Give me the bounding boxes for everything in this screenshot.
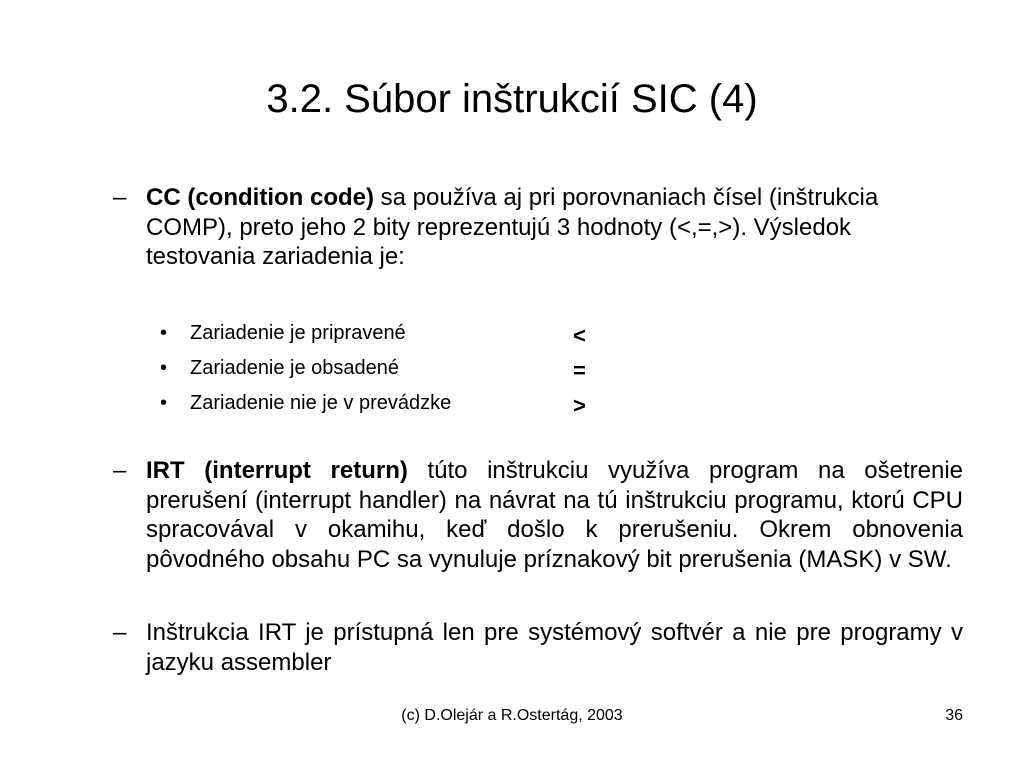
cc-description: sa používa aj pri porovnaniach čísel (inštrukcia COMP), preto jeho 2 bity reprezentujú 3 hodnoty (<,=,>). Výsledok testovania zariadenia je: <box>146 184 879 270</box>
irt-access-bullet <box>113 618 963 677</box>
irt-description: túto inštrukciu využíva program na ošetrenie prerušení (interrupt handler) na návrat na tú inštrukciu programu, ktorú CPU spracovával v okamihu, keď došlo k prerušeniu. Okrem obnovenia pôvodného obsahu PC sa vynuluje príznakový bit prerušenia (MASK) v SW. <box>146 457 963 573</box>
bullet-dot: • <box>160 357 168 379</box>
cc-bullet <box>113 183 963 272</box>
irt-term: IRT (interrupt return) <box>146 457 408 484</box>
list-item <box>160 318 620 353</box>
bullet-dot: • <box>160 322 168 344</box>
cc-term: CC (condition code) <box>146 184 374 211</box>
list-item <box>160 388 620 423</box>
device-state-value: > <box>573 393 586 418</box>
device-state-list <box>160 318 620 423</box>
device-state-label: Zariadenie je obsadené <box>190 357 400 379</box>
list-item <box>160 353 620 388</box>
device-state-value: = <box>573 358 586 383</box>
device-state-value: < <box>573 323 586 348</box>
irt-access-text: Inštrukcia IRT je prístupná len pre systémový softvér a nie pre programy v jazyku assembler <box>146 619 963 676</box>
irt-bullet <box>113 456 963 574</box>
footer-credit: (c) D.Olejár a R.Ostertág, 2003 <box>401 707 623 724</box>
bullet-dot: • <box>160 392 168 414</box>
dash-marker: – <box>113 184 127 211</box>
device-state-label: Zariadenie je pripravené <box>190 322 406 344</box>
device-state-label: Zariadenie nie je v prevádzke <box>190 392 452 414</box>
page-number: 36 <box>945 707 963 724</box>
slide-title: 3.2. Súbor inštrukcií SIC (4) <box>266 77 758 121</box>
cc-bullet-text <box>146 183 963 272</box>
dash-marker: – <box>113 457 127 484</box>
irt-bullet-text <box>146 456 963 574</box>
dash-marker: – <box>113 619 127 646</box>
